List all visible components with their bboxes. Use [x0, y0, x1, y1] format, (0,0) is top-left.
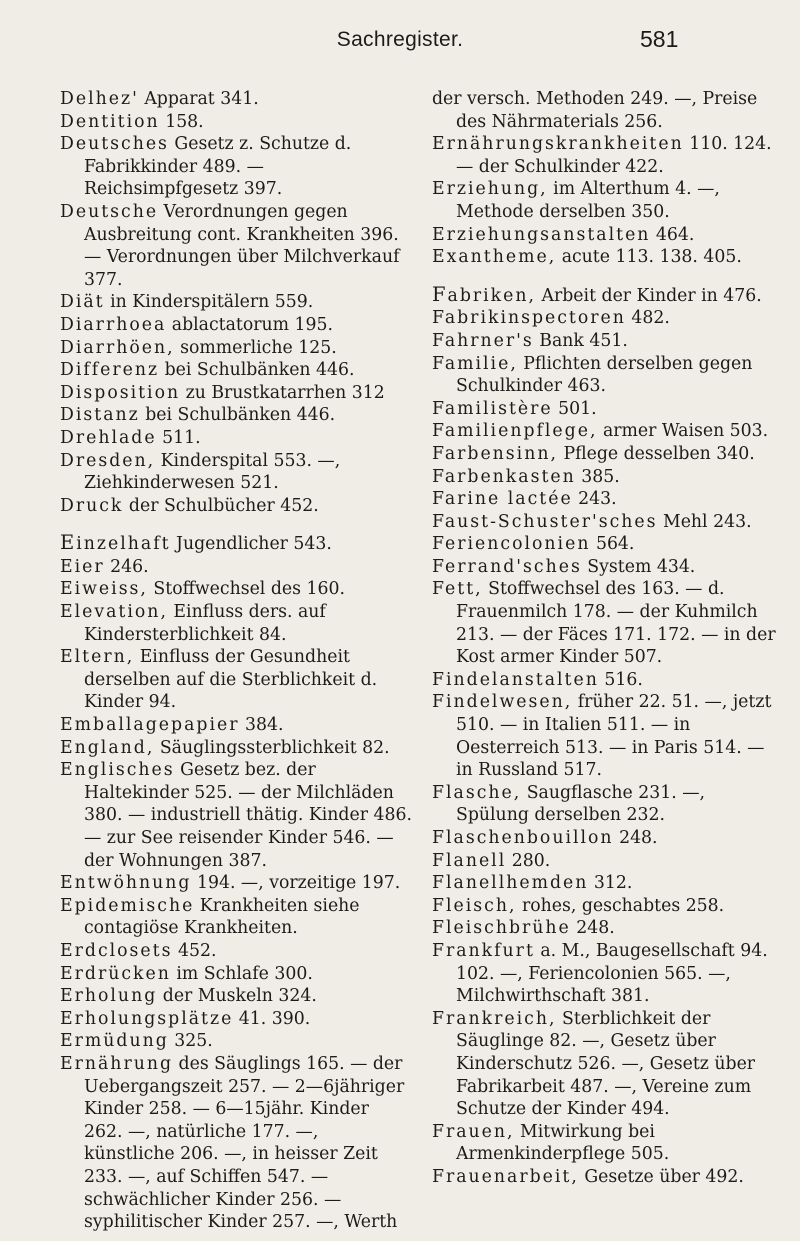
- index-entry: [60, 532, 412, 556]
- index-entry: [432, 178, 780, 223]
- index-references: 248.: [570, 918, 615, 939]
- index-entry: [432, 1121, 780, 1166]
- index-column-right: [432, 88, 780, 1189]
- index-headword: Dresden,: [60, 450, 156, 471]
- index-entry: [60, 495, 412, 518]
- index-entry: [60, 88, 412, 111]
- index-references: Pflichten derselben gegen Schulkinder 463.: [456, 353, 753, 397]
- page-number: 581: [640, 26, 679, 52]
- index-headword: Flanellhemden: [432, 873, 589, 894]
- index-headword: Ferrand'sches: [432, 556, 582, 577]
- index-entry: [60, 201, 412, 291]
- index-entry: [60, 578, 412, 601]
- index-headword: Frauenarbeit,: [432, 1166, 579, 1187]
- index-references: Gesetz z. Schutze d. Fabrikkinder 489. — Reichsimpfgesetz 397.: [84, 134, 352, 200]
- index-references: 41. 390.: [233, 1008, 311, 1029]
- index-references: Mehl 243.: [657, 511, 752, 532]
- index-references: armer Waisen 503.: [597, 421, 769, 442]
- index-entry: [60, 985, 412, 1008]
- index-headword: Erziehung,: [432, 179, 548, 200]
- index-headword: Diarrhoea: [60, 314, 167, 335]
- index-entry: [432, 88, 780, 133]
- index-headword: Drehlade: [60, 427, 157, 448]
- index-headword: Erdrücken: [60, 963, 171, 984]
- index-entry: [432, 511, 780, 534]
- index-references: 280.: [506, 850, 551, 871]
- index-references: sommerliche 125.: [174, 337, 337, 358]
- index-entry: [432, 330, 780, 353]
- index-references: rohes, geschabtes 258.: [516, 895, 725, 916]
- index-references: 243.: [572, 489, 617, 510]
- index-entry: [60, 314, 412, 337]
- index-references: 384.: [239, 715, 284, 736]
- index-headword: Farbenkasten: [432, 466, 576, 487]
- index-headword: Feriencolonien: [432, 534, 591, 555]
- index-headword: Diät: [60, 292, 105, 313]
- index-entry: [432, 398, 780, 421]
- index-headword: Frankfurt: [432, 940, 535, 961]
- index-references: Verordnungen gegen Ausbreitung cont. Krankheiten 396. — Verordnungen über Milchverkauf 377.: [84, 201, 400, 290]
- index-headword: Deutsche: [60, 201, 159, 222]
- index-entry: [60, 291, 412, 314]
- index-references: 511.: [156, 427, 201, 448]
- index-headword: Findelanstalten: [432, 669, 599, 690]
- index-entry: [60, 404, 412, 427]
- index-entry: [60, 382, 412, 405]
- index-references: in Kinderspitälern 559.: [104, 292, 314, 313]
- index-entry: [432, 246, 780, 269]
- index-entry: [432, 691, 780, 781]
- index-entry: [432, 224, 780, 247]
- index-references: Bank 451.: [533, 330, 628, 351]
- index-references: Mitwirkung bei Armenkinderpflege 505.: [456, 1121, 670, 1165]
- index-entry: [60, 872, 412, 895]
- index-column-left: [60, 88, 412, 1234]
- index-headword: Ernährung: [60, 1053, 174, 1074]
- index-references: Stoffwechsel des 160.: [147, 579, 345, 600]
- index-headword: Distanz: [60, 405, 140, 426]
- index-headword: Familie,: [432, 353, 518, 374]
- index-headword: Farine lactée: [432, 489, 573, 510]
- index-headword: Flanell: [432, 850, 507, 871]
- index-references: im Schlafe 300.: [170, 963, 313, 984]
- index-entry: [432, 466, 780, 489]
- index-entry: [432, 420, 780, 443]
- index-entry: [432, 488, 780, 511]
- index-entry: [432, 578, 780, 668]
- index-entry: [60, 1008, 412, 1031]
- index-references: 385.: [575, 466, 620, 487]
- index-headword: Ermüdung: [60, 1031, 169, 1052]
- index-entry: [432, 782, 780, 827]
- index-references: 312.: [588, 873, 633, 894]
- index-entry: [432, 917, 780, 940]
- index-headword: Eier: [60, 556, 105, 577]
- index-headword: Diarrhöen,: [60, 337, 175, 358]
- index-headword: Familienpflege,: [432, 421, 598, 442]
- index-references: ablactatorum 195.: [166, 314, 333, 335]
- index-entry: [432, 443, 780, 466]
- index-headword: Frankreich,: [432, 1008, 557, 1029]
- index-references: 158.: [159, 111, 204, 132]
- index-headword: Familistère: [432, 398, 553, 419]
- index-references: 564.: [590, 534, 635, 555]
- index-references: 194. —, vorzeitige 197.: [191, 873, 401, 894]
- index-headword: Flaschenbouillon: [432, 828, 614, 848]
- index-references: Pflege desselben 340.: [557, 443, 755, 464]
- index-headword: Eiweiss,: [60, 579, 148, 600]
- index-references: Arbeit der Kinder in 476.: [536, 285, 762, 306]
- index-headword: Druck: [60, 495, 124, 516]
- index-headword: Erziehungsanstalten: [432, 224, 651, 245]
- index-headword: Emballagepapier: [60, 715, 240, 736]
- index-headword: Ernährungskrankheiten: [432, 134, 684, 155]
- index-entry: [432, 1166, 780, 1189]
- index-references: 501.: [552, 398, 597, 419]
- index-headword: Flasche,: [432, 782, 522, 803]
- index-entry: [60, 427, 412, 450]
- index-entry: [60, 940, 412, 963]
- index-headword: England,: [60, 737, 155, 758]
- index-entry: [432, 669, 780, 692]
- index-entry: [60, 737, 412, 760]
- index-entry: [432, 307, 780, 330]
- index-headword: Farbensinn,: [432, 443, 558, 464]
- index-references: 516.: [598, 669, 643, 690]
- index-references: Jugendlicher 543.: [170, 534, 332, 555]
- index-references: acute 113. 138. 405.: [556, 247, 742, 268]
- index-entry: [60, 556, 412, 579]
- index-references: 452.: [172, 940, 217, 961]
- index-entry: [432, 827, 780, 850]
- index-references: Apparat 341.: [138, 89, 259, 109]
- index-headword: Fahrner's: [432, 330, 534, 351]
- index-references: Kinderspital 553. —, Ziehkinderwesen 521.: [84, 450, 341, 494]
- index-headword: Fleischbrühe: [432, 918, 571, 939]
- index-entry: [432, 133, 780, 178]
- index-entry: [432, 850, 780, 873]
- index-references: der Schulbücher 452.: [123, 495, 319, 516]
- index-references: 464.: [650, 224, 695, 245]
- index-entry: [60, 1053, 412, 1234]
- index-entry: [60, 714, 412, 737]
- index-references: der Muskeln 324.: [157, 986, 317, 1007]
- page-title: Sachregister.: [336, 28, 464, 51]
- index-entry: [432, 872, 780, 895]
- index-entry: [432, 284, 780, 308]
- index-references: der versch. Methoden 249. —, Preise des Nährmaterials 256.: [432, 89, 758, 132]
- index-references: 110. 124. — der Schulkinder 422.: [456, 134, 772, 177]
- index-references: früher 22. 51. —, jetzt 510. — in Italien 511. — in Oesterreich 513. — in Paris 514. — in Russland 517.: [456, 692, 772, 781]
- index-headword: Dentition: [60, 111, 160, 132]
- index-entry: [432, 353, 780, 398]
- index-headword: Delhez': [60, 89, 139, 109]
- index-entry: [60, 963, 412, 986]
- index-references: bei Schulbänken 446.: [139, 405, 336, 426]
- index-entry: [60, 646, 412, 714]
- index-references: Säuglingssterblichkeit 82.: [154, 737, 390, 758]
- index-headword: Frauen,: [432, 1121, 515, 1142]
- index-headword: Erholung: [60, 986, 158, 1007]
- index-entry: [60, 450, 412, 495]
- index-references: Stoffwechsel des 163. — d. Frauenmilch 178. — der Kuhmilch 213. — der Fäces 171. 172. — in der Kost armer Kinder 507.: [456, 579, 776, 668]
- index-references: 482.: [625, 308, 670, 329]
- index-headword: Fett,: [432, 579, 483, 600]
- index-headword: Fleisch,: [432, 895, 517, 916]
- index-references: 325.: [168, 1031, 213, 1052]
- index-headword: Entwöhnung: [60, 873, 192, 894]
- index-headword: Deutsches: [60, 134, 169, 155]
- index-entry: [60, 895, 412, 940]
- index-references: Gesetz bez. der Haltekinder 525. — der Milchläden 380. — industriell thätig. Kinder 486. — zur See reisender Kinder 546. — der Wohnungen 387.: [84, 760, 412, 871]
- index-headword: Eltern,: [60, 647, 135, 668]
- index-headword: Fabriken,: [432, 282, 537, 306]
- index-references: 248.: [613, 828, 658, 848]
- index-references: des Säuglings 165. — der Uebergangszeit 257. — 2—6jähriger Kinder 258. — 6—15jähr. Kinder 262. —, natürliche 177. —, künstliche 206. —, in heisser Zeit 233. —, auf Schiffen 547. — schwächlicher Kinder 256. — syphilitischer Kinder 257. —, Werth: [84, 1053, 405, 1233]
- index-references: zu Brustkatarrhen 312: [180, 382, 385, 403]
- index-headword: Erdclosets: [60, 940, 173, 961]
- index-references: bei Schulbänken 446.: [159, 360, 355, 381]
- index-entry: [432, 1008, 780, 1121]
- index-entry: [60, 759, 412, 872]
- index-headword: Elevation,: [60, 602, 168, 623]
- index-entry: [60, 111, 412, 134]
- index-entry: [432, 533, 780, 556]
- index-entry: [60, 337, 412, 360]
- index-references: Krankheiten siehe contagiöse Krankheiten.: [84, 895, 360, 939]
- index-headword: Fabrikinspectoren: [432, 308, 626, 329]
- index-headword: Differenz: [60, 360, 160, 381]
- index-references: Saugflasche 231. —, Spülung derselben 232.: [456, 782, 706, 826]
- index-references: 246.: [104, 556, 149, 577]
- index-headword: Disposition: [60, 382, 181, 403]
- index-entry: [432, 940, 780, 1008]
- index-entry: [60, 601, 412, 646]
- index-entry: [60, 359, 412, 382]
- index-entry: [60, 133, 412, 201]
- index-references: a. M., Baugesellschaft 94. 102. —, Feriencolonien 565. —, Milchwirthschaft 381.: [456, 940, 768, 1007]
- index-entry: [60, 1030, 412, 1053]
- index-references: Sterblichkeit der Säuglinge 82. —, Gesetz über Kinderschutz 526. —, Gesetz über Fabrikarbeit 487. —, Vereine zum Schutze der Kinder 494.: [456, 1008, 756, 1120]
- index-references: Einfluss der Gesundheit derselben auf die Sterblichkeit d. Kinder 94.: [84, 647, 378, 713]
- index-headword: Faust-Schuster'sches: [432, 511, 658, 532]
- index-headword: Erholungsplätze: [60, 1008, 234, 1029]
- index-references: Einfluss ders. auf Kindersterblichkeit 84.: [84, 602, 326, 645]
- index-headword: Epidemische: [60, 895, 195, 916]
- index-headword: Einzelhaft: [60, 531, 171, 555]
- index-headword: Englisches: [60, 760, 175, 781]
- index-references: System 434.: [581, 556, 696, 577]
- index-references: Gesetze über 492.: [578, 1166, 744, 1187]
- index-entry: [432, 895, 780, 918]
- index-references: im Alterthum 4. —, Methode derselben 350.: [456, 179, 720, 222]
- index-headword: Exantheme,: [432, 247, 557, 268]
- index-headword: Findelwesen,: [432, 692, 573, 713]
- index-entry: [432, 556, 780, 579]
